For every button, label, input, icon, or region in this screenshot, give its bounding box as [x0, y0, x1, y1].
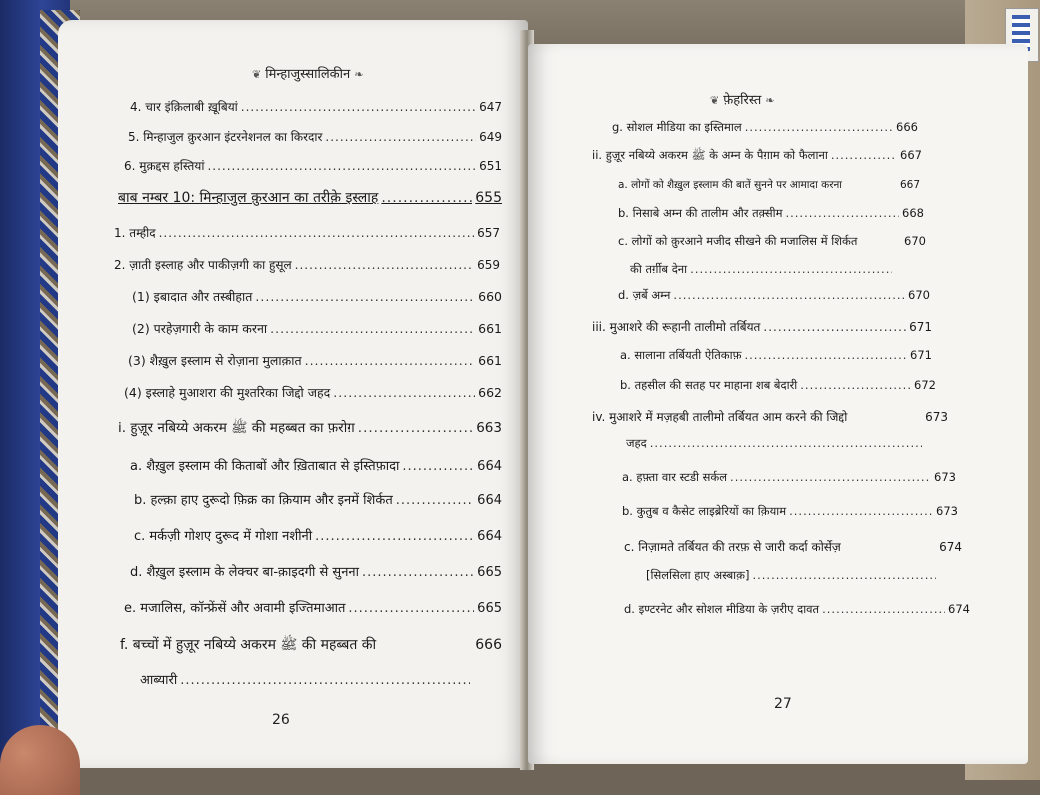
- toc-entry-title: आब्यारी: [140, 673, 178, 688]
- toc-entry-title: a. सालाना तर्बियती ऐतिकाफ़: [620, 348, 742, 362]
- leader-dots: [396, 493, 474, 508]
- thumb: [0, 725, 80, 795]
- toc-entry: [132, 288, 502, 305]
- toc-entry: [592, 148, 922, 165]
- toc-page-number: 665: [477, 601, 502, 616]
- toc-entry: [622, 504, 958, 519]
- toc-entry-title: b. हल्क़ा हाए दुरूदो फ़िक्र का क़ियाम और इनमें शिर्कत: [134, 493, 393, 508]
- toc-entry-title: a. लोगों को शैख़ुल इस्लाम की बातें सुनने पर आमादा करना: [618, 179, 843, 191]
- toc-page-number: 663: [476, 420, 502, 436]
- leader-dots: [315, 529, 474, 544]
- toc-page-number: 655: [475, 190, 502, 206]
- leader-dots: [650, 436, 922, 450]
- toc-entry-continuation: [630, 262, 892, 277]
- toc-entry-title: iii. मुआशरे की रूहानी तालीमो तर्बियत: [592, 320, 761, 334]
- toc-entry-title: (2) परहेज़गारी के काम करना: [132, 321, 268, 336]
- toc-entry: [618, 288, 930, 303]
- toc-entry-title: g. सोशल मीडिया का इस्तिमाल: [612, 120, 742, 134]
- toc-page-number: 667: [899, 179, 920, 191]
- toc-entry-title: f. बच्चों में हुज़ूर नबिय्ये अकरम ﷺ की महब्बत की: [120, 637, 377, 653]
- toc-entry-title: e. मजालिस, कॉन्फ्रेंसें और अवामी इज्तिमाआत: [124, 601, 346, 616]
- toc-entry-title: d. इण्टरनेट और सोशल मीडिया के ज़रीए दावत: [624, 602, 820, 616]
- toc-page-number: 670: [904, 234, 926, 248]
- toc-entry-continuation: [626, 436, 922, 451]
- toc-entry: [618, 178, 920, 192]
- toc-page-number: 673: [934, 470, 956, 484]
- leader-dots: [333, 385, 475, 400]
- page-number: 27: [774, 696, 792, 712]
- toc-entry-title: d. ज़र्बे अम्न: [618, 288, 671, 302]
- toc-page-number: 664: [477, 493, 502, 508]
- leader-dots: [690, 262, 892, 276]
- toc-page-number: 666: [896, 120, 918, 134]
- leader-dots: [745, 120, 893, 134]
- leader-dots: [402, 459, 474, 474]
- toc-entry: [120, 635, 502, 656]
- toc-page-number: 673: [925, 410, 948, 424]
- toc-entry-title: (1) इबादात और तस्बीहात: [132, 289, 253, 304]
- toc-page-number: 674: [939, 540, 962, 554]
- toc-entry-title: d. शैख़ुल इस्लाम के लेक्चर बा-क़ाइदगी से सुनना: [130, 565, 360, 580]
- toc-entry: [118, 418, 502, 439]
- toc-entry: [124, 598, 502, 616]
- leader-dots: [785, 206, 899, 220]
- leader-dots: [381, 190, 472, 206]
- toc-entry: [124, 384, 502, 401]
- toc-page-number: 651: [479, 159, 502, 173]
- leader-dots: [325, 130, 476, 144]
- ornament-icon: ❧: [765, 94, 775, 107]
- toc-entry: [624, 538, 962, 555]
- leader-dots: [789, 504, 933, 518]
- page-number: 26: [272, 712, 290, 728]
- leader-dots: [673, 288, 905, 302]
- toc-entry-title: 4. चार इंक़िलाबी ख़ूबियां: [130, 100, 238, 114]
- toc-entry: [134, 526, 502, 544]
- toc-entry: [612, 120, 918, 135]
- toc-entry-title: c. निज़ामते तर्बियत की तरफ़ से जारी कर्दा कोर्सेज़: [624, 540, 841, 554]
- running-title: फ़ेहरिस्त: [723, 93, 762, 108]
- toc-entry-title: [सिलसिला हाए अस्बाक़]: [646, 568, 750, 582]
- leader-dots: [358, 420, 473, 436]
- leader-dots: [159, 226, 475, 240]
- leader-dots: [241, 100, 476, 114]
- toc-entry-title: (4) इस्लाहे मुआशरा की मुश्तरिका जिद्दो जहद: [124, 385, 331, 400]
- toc-entry-title: a. शैख़ुल इस्लाम की किताबों और ख़िताबात से इस्तिफ़ादा: [130, 459, 400, 474]
- toc-entry: [620, 348, 932, 363]
- toc-entry: [592, 318, 932, 335]
- toc-entry: [114, 256, 500, 273]
- toc-entry-title: a. हफ़्ता वार स्टडी सर्कल: [622, 470, 728, 484]
- leader-dots: [270, 321, 475, 336]
- toc-entry: [128, 128, 502, 145]
- toc-page-number: 671: [909, 320, 932, 334]
- leader-dots: [295, 258, 474, 272]
- toc-page-number: 659: [477, 258, 500, 272]
- toc-entry: [128, 352, 502, 369]
- ornament-icon: ❦: [252, 68, 262, 81]
- toc-entry-title: जहद: [626, 436, 647, 450]
- leader-dots: [305, 353, 476, 368]
- ornament-icon: ❦: [710, 94, 720, 107]
- toc-entry-title: (3) शैख़ुल इस्लाम से रोज़ाना मुलाक़ात: [128, 353, 302, 368]
- toc-entry: [130, 562, 502, 580]
- toc-entry: [130, 456, 502, 474]
- toc-page-number: 668: [902, 206, 924, 220]
- toc-page-number: 661: [478, 353, 502, 368]
- toc-entry: [134, 490, 502, 508]
- toc-entry-title: b. निसाबे अम्न की तालीम और तक़्सीम: [618, 206, 783, 220]
- toc-page-number: 672: [914, 378, 936, 392]
- toc-entry-title: i. हुज़ूर नबिय्ये अकरम ﷺ की महब्बत का फ़रोग़: [118, 420, 355, 436]
- toc-entry-title: 6. मुक़द्दस हस्तियां: [124, 159, 205, 173]
- toc-entry-title: c. लोगों को क़ुरआने मजीद सीखने की मजालिस में शिर्कत: [618, 234, 858, 248]
- toc-entry-title: बाब नम्बर 10: मिन्हाजुल क़ुरआन का तरीक़े इस्लाह: [118, 190, 379, 206]
- toc-entry-continuation: [140, 670, 470, 688]
- toc-entry: [132, 320, 502, 337]
- leader-dots: [752, 568, 936, 582]
- toc-entry-title: b. तहसील की सतह पर माहाना शब बेदारी: [620, 378, 798, 392]
- chapter-heading: [118, 188, 502, 207]
- toc-page-number: 667: [900, 148, 922, 162]
- toc-page-number: 664: [477, 529, 502, 544]
- left-page-header: [248, 64, 367, 82]
- leader-dots: [763, 320, 906, 334]
- toc-entry: [124, 157, 502, 174]
- toc-page-number: 671: [910, 348, 932, 362]
- toc-entry-title: 5. मिन्हाजुल क़ुरआन इंटरनेशनल का किरदार: [128, 130, 323, 144]
- toc-page-number: 664: [477, 459, 502, 474]
- toc-entry-title: 2. ज़ाती इस्लाह और पाकीज़गी का हुसूल: [114, 258, 292, 272]
- toc-page-number: 661: [478, 321, 502, 336]
- leader-dots: [822, 602, 945, 616]
- toc-page-number: 666: [475, 637, 502, 653]
- leader-dots: [255, 289, 475, 304]
- toc-page-number: 660: [478, 289, 502, 304]
- leader-dots: [744, 348, 907, 362]
- leader-dots: [207, 159, 476, 173]
- toc-page-number: 647: [479, 100, 502, 114]
- right-page: [528, 44, 1028, 764]
- toc-page-number: 662: [478, 385, 502, 400]
- leader-dots: [730, 470, 931, 484]
- toc-entry: [622, 470, 956, 485]
- toc-entry-title: ii. हुज़ूर नबिय्ये अकरम ﷺ के अम्न के पैग़ाम को फैलाना: [592, 148, 828, 162]
- toc-page-number: 649: [479, 130, 502, 144]
- toc-entry: [618, 206, 924, 221]
- toc-entry: [618, 234, 926, 249]
- right-page-header: [706, 90, 779, 108]
- toc-entry-title: की तर्ग़ीब देना: [630, 262, 688, 276]
- leader-dots: [800, 378, 911, 392]
- toc-entry: [592, 408, 948, 425]
- toc-page-number: 665: [477, 565, 502, 580]
- toc-entry-title: b. कुतुब व कैसेट लाइब्रेरियों का क़ियाम: [622, 504, 787, 518]
- toc-entry: [114, 224, 500, 241]
- toc-entry-title: 1. तम्हीद: [114, 226, 156, 240]
- toc-entry-title: c. मर्कज़ी गोशए दुरूद में गोशा नशीनी: [134, 529, 313, 544]
- toc-page-number: 673: [936, 504, 958, 518]
- ornament-icon: ❧: [354, 68, 364, 81]
- toc-entry: [620, 378, 936, 393]
- leader-dots: [362, 565, 474, 580]
- toc-entry: [130, 98, 502, 115]
- leader-dots: [348, 601, 474, 616]
- leader-dots: [180, 673, 470, 688]
- left-page: [58, 20, 528, 768]
- toc-page-number: 657: [477, 226, 500, 240]
- toc-entry-title: iv. मुआशरे में मज़हबी तालीमो तर्बियत आम करने की जिद्दो: [592, 410, 848, 424]
- toc-entry: [624, 602, 970, 617]
- toc-entry-continuation: [646, 568, 936, 583]
- leader-dots: [831, 148, 897, 162]
- toc-page-number: 674: [948, 602, 970, 616]
- toc-page-number: 670: [908, 288, 930, 302]
- running-title: मिन्हाजुस्सालिकीन: [265, 67, 351, 82]
